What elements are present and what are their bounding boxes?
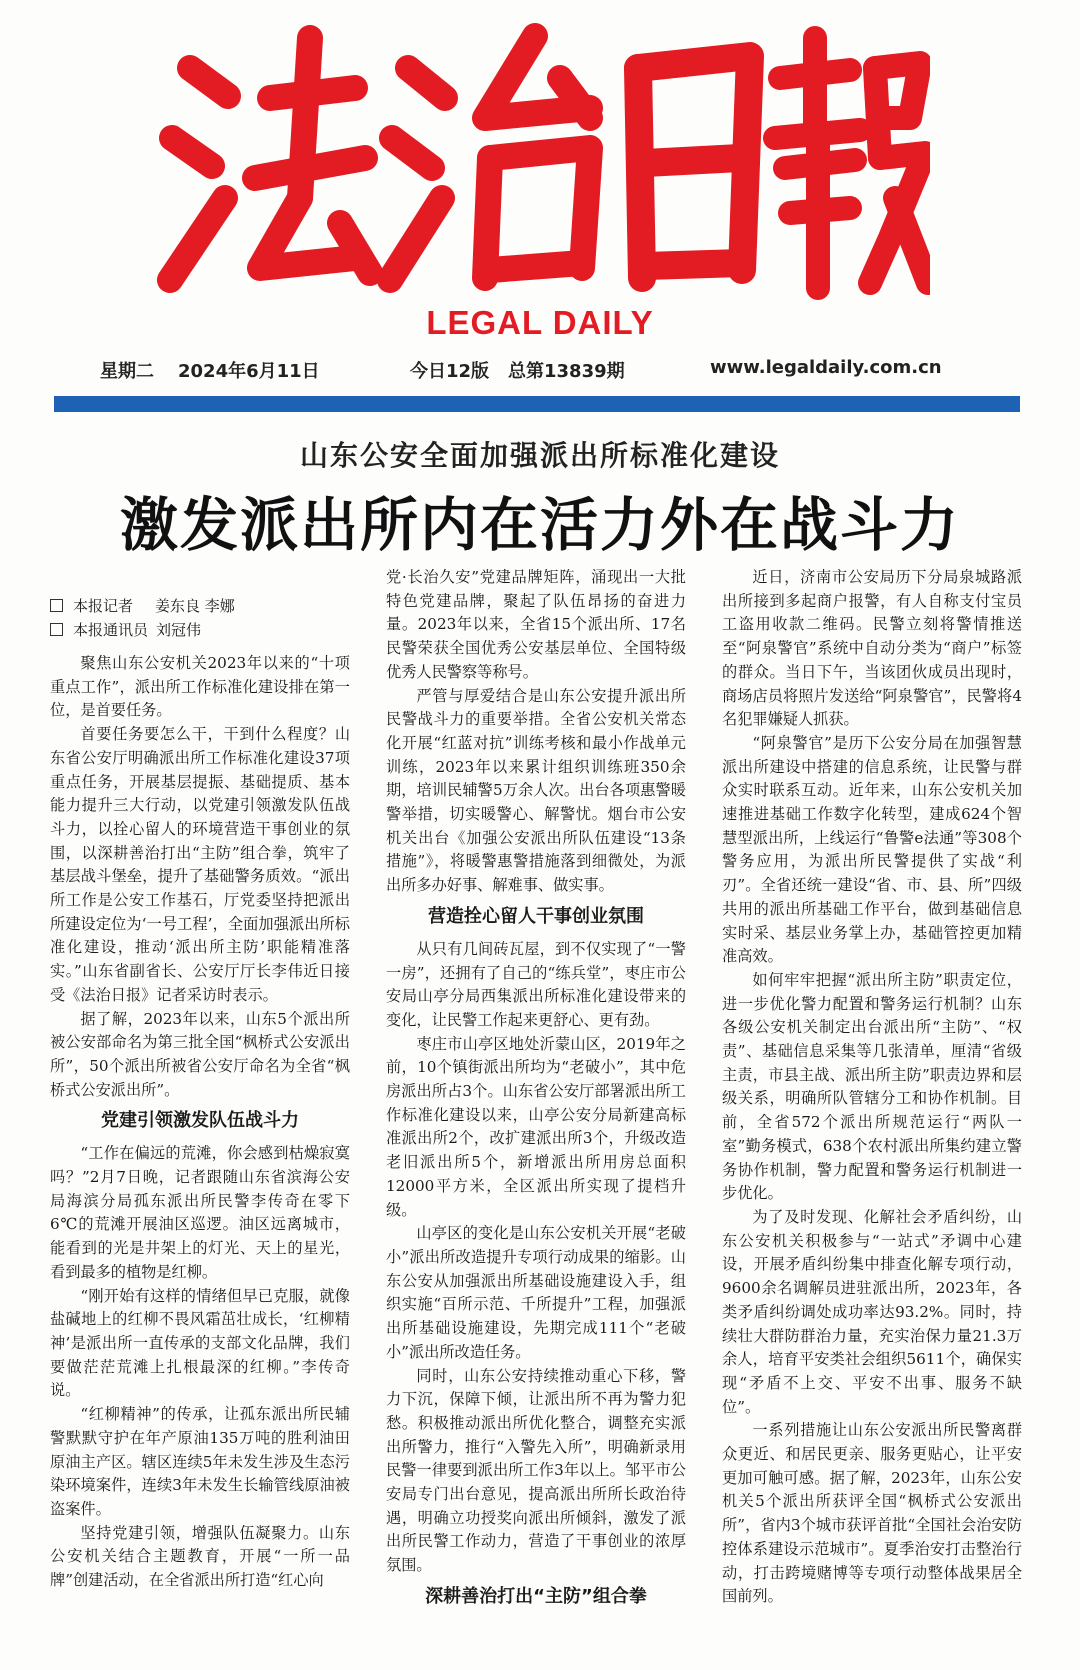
website-link[interactable]: www.legaldaily.com.cn: [710, 357, 942, 378]
paragraph: “红柳精神”的传承，让孤东派出所民辅警默默守护在年产原油135万吨的胜利油田原油主产区。辖区连续5年未发生涉及生态污染环境案件，连续3年未发生长输管线原油被盗案件。: [50, 1405, 350, 1518]
correspondent-name: 刘冠伟: [156, 621, 202, 639]
masthead-english-title: LEGAL DAILY: [426, 304, 654, 341]
paragraph: “阿泉警官”是历下公安分局在加强智慧派出所建设中搭建的信息系统，让民警与群众实时联系互动。近年来，山东公安机关加速推进基础工作数字化转型，建成624个智慧型派出所，上线运行“鲁警e法通”等308个警务应用，为派出所民警提供了实战“利刃”。全省还统一建设“省、市、县、所”四级共用的派出所基础工作平台，做到基础信息实时采、基层业务掌上办，基础管控更加精准高效。: [722, 733, 1022, 966]
paragraph: 如何牢牢把握“派出所主防”职责定位，进一步优化警力配置和警务运行机制？山东各级公安机关制定出台派出所“主防”、“权责”、基础信息采集等几张清单，厘清“省级主责，市县主战、派出所主防”职责边界和层级关系，明确所队管辖分工和协作机制。目前，全省572个派出所规范运行“两队一室”勤务模式，638个农村派出所集约建立警务协作机制，警力配置和警务运行机制进一步优化。: [722, 970, 1022, 1203]
paragraph: 为了及时发现、化解社会矛盾纠纷，山东公安机关积极参与“一站式”矛调中心建设，开展矛盾纠纷集中排查化解专项行动，9600余名调解员进驻派出所，2023年，各类矛盾纠纷调处成功率达93.2%。同时，持续壮大群防群治力量，充实治保力量21.3万余人，培育平安类社会组织5611个，确保实现“矛盾不上交、平安不出事、服务不缺位”。: [722, 1207, 1022, 1416]
issue-date: 2024年6月11日: [178, 361, 320, 382]
weekday: 星期二: [100, 361, 154, 382]
byline: [50, 594, 350, 642]
masthead: [0, 0, 1080, 341]
article-column-1: [50, 594, 350, 1593]
paragraph: 从只有几间砖瓦屋，到不仅实现了“一警一房”，还拥有了自己的“练兵堂”，枣庄市公安局山亭分局西集派出所标准化建设带来的变化，让民警工作起来更舒心、更有劲。: [386, 939, 686, 1029]
paragraph: 枣庄市山亭区地处沂蒙山区，2019年之前，10个镇街派出所均为“老破小”，其中危房派出所占3个。山东省公安厅部署派出所工作标准化建设以来，山亭公安分局新建高标准派出所2个，改扩建派出所3个，升级改造老旧派出所5个，新增派出所用房总面积12000平方米，全区派出所实现了提档升级。: [386, 1034, 686, 1219]
article-headline: 激发派出所内在活力外在战斗力: [119, 491, 960, 559]
paragraph: 坚持党建引领，增强队伍凝聚力。山东公安机关结合主题教育，开展“一所一品牌”创建活动，在全省派出所打造“红心向: [50, 1523, 350, 1590]
section-heading: 营造拴心留人干事创业氛围: [428, 905, 644, 927]
paragraph: 一系列措施让山东公安派出所民警离群众更近、和居民更亲、服务更贴心，让平安更加可触可感。据了解，2023年，山东公安机关5个派出所获评全国“枫桥式公安派出所”，省内3个城市获评首批“全国社会治安防控体系建设示范城市”。夏季治安打击整治行动，打击跨境赌博等专项行动整体战果居全国前列。: [722, 1421, 1022, 1606]
paragraph: “刚开始有这样的情绪但早已克服，就像盐碱地上的红柳不畏风霜茁壮成长，‘红柳精神’是派出所一直传承的支部文化品牌，我们要做茫茫荒滩上扎根最深的红柳。”李传奇说。: [50, 1286, 350, 1400]
issue-info-bar: [0, 357, 1080, 385]
edition-pages: 今日12版: [410, 361, 490, 382]
paragraph: 据了解，2023年以来，山东5个派出所被公安部命名为第三批全国“枫桥式公安派出所”，50个派出所被省公安厅命名为全省“枫桥式公安派出所”。: [50, 1009, 350, 1099]
paragraph: 首要任务要怎么干，干到什么程度？山东省公安厅明确派出所工作标准化建设37项重点任务，开展基层提振、基础提质、基本能力提升三大行动，以党建引领激发队伍战斗力，以拴心留人的环境营造干事创业的氛围，以深耕善治打出“主防”组合拳，筑牢了基层战斗堡垒，提升了基础警务质效。“派出所工作是公安工作基石，厅党委坚持把派出所建设定位为‘一号工程’，全面加强派出所标准化建设，推动‘派出所主防’职能精准落实。”山东省副省长、公安厅厅长李伟近日接受《法治日报》记者采访时表示。: [50, 725, 350, 1004]
section-heading: 党建引领激发队伍战斗力: [101, 1110, 299, 1132]
checkbox-square-icon: [50, 599, 63, 612]
masthead-calligraphy-logo: [150, 8, 930, 308]
section-heading: 深耕善治打出“主防”组合拳: [425, 1585, 647, 1607]
paragraph: 近日，济南市公安局历下分局泉城路派出所接到多起商户报警，有人自称支付宝员工盗用收款二维码。民警立刻将警情推送至“阿泉警官”系统中自动分类为“商户”标签的群众。当日下午，当该团伙成员出现时，商场店员将照片发送给“阿泉警官”，民警将4名犯罪嫌疑人抓获。: [722, 568, 1022, 729]
reporter-names: 姜东良 李娜: [155, 597, 235, 615]
paragraph: 山亭区的变化是山东公安机关开展“老破小”派出所改造提升专项行动成果的缩影。山东公安从加强派出所基础设施建设入手，组织实施“百所示范、千所提升”工程，加强派出所基础设施建设，先期完成111个“老破小”派出所改造任务。: [386, 1224, 686, 1361]
paragraph: 严管与厚爱结合是山东公安提升派出所民警战斗力的重要举措。全省公安机关常态化开展“红蓝对抗”训练考核和最小作战单元训练，2023年以来累计组织训练班350余期，培训民辅警5万余人次。出台各项惠警暖警举措，切实暖警心、解警忧。烟台市公安机关出台《加强公安派出所队伍建设“13条措施”》，将暖警惠警措施落到细微处，为派出所多办好事、解难事、做实事。: [386, 686, 686, 895]
article-column-3: [722, 566, 1022, 1609]
masthead-divider-rule: [54, 396, 1020, 412]
correspondent-label: 本报通讯员: [73, 621, 149, 639]
reporter-label: 本报记者: [73, 597, 134, 615]
paragraph: 同时，山东公安持续推动重心下移，警力下沉，保障下倾，让派出所不再为警力犯愁。积极推动派出所优化整合，调整充实派出所警力，推行“入警先入所”，明确新录用民警一律要到派出所工作3年以上。邹平市公安局专门出台意见，提高派出所所长政治待遇，明确立功授奖向派出所倾斜，激发了派出所民警工作动力，营造了干事创业的浓厚氛围。: [386, 1366, 686, 1575]
paragraph: 党·长治久安”党建品牌矩阵，涌现出一大批特色党建品牌，聚起了队伍昂扬的奋进力量。2023年以来，全省15个派出所、17名民警荣获全国优秀公安基层单位、全国特级优秀人民警察等称号。: [386, 568, 686, 681]
paragraph: 聚焦山东公安机关2023年以来的“十项重点工作”，派出所工作标准化建设排在第一位，是首要任务。: [50, 654, 350, 720]
issue-number: 总第13839期: [508, 361, 625, 382]
article-column-2: [386, 566, 686, 1618]
article-kicker: 山东公安全面加强派出所标准化建设: [299, 439, 780, 472]
checkbox-square-icon: [50, 623, 63, 636]
paragraph: “工作在偏远的荒滩，你会感到枯燥寂寞吗？”2月7日晚，记者跟随山东省滨海公安局海滨分局孤东派出所民警李传奇在零下6℃的荒滩开展油区巡逻。油区远离城市，能看到的光是井架上的灯光、天上的星光，看到最多的植物是红柳。: [50, 1144, 350, 1281]
